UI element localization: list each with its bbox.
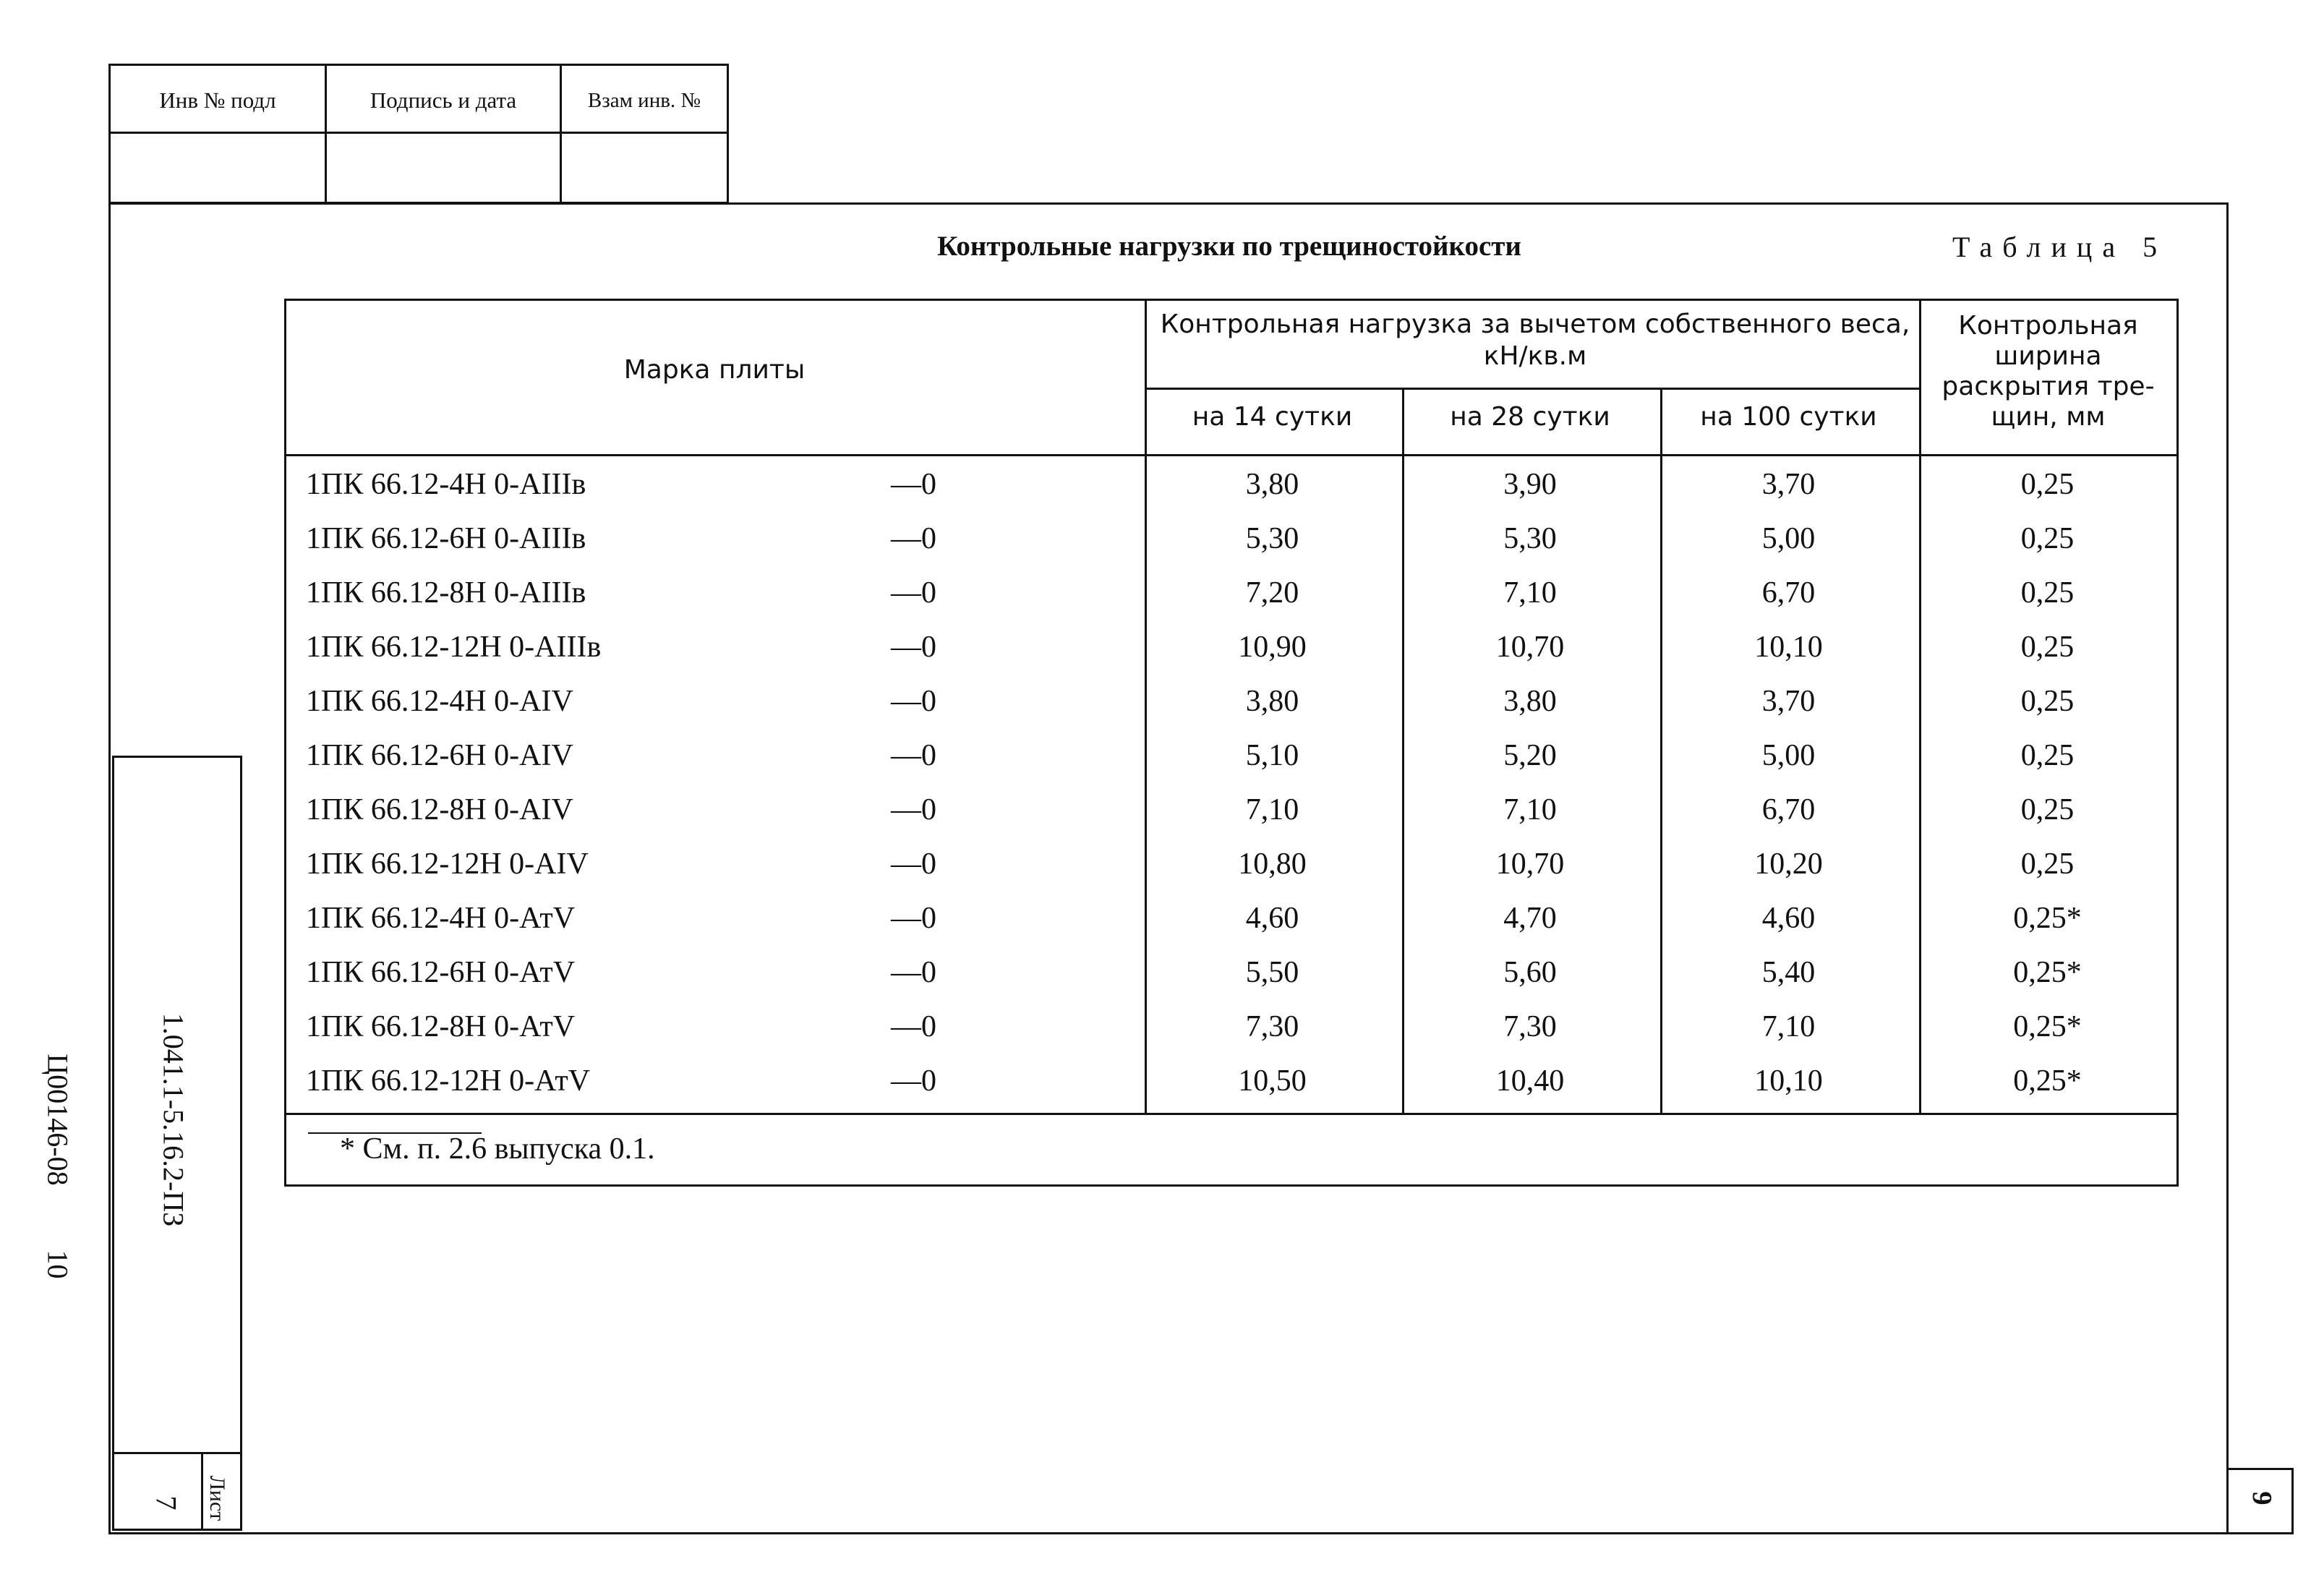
cell-100: 5,40 (1761, 956, 1816, 989)
cell-28: 5,20 (1503, 739, 1557, 772)
row-mark: 1ПК 66.12-4Н 0-АтV (306, 902, 576, 935)
cell-14: 10,90 (1238, 631, 1307, 664)
cell-100: 4,60 (1761, 902, 1816, 935)
cell-14: 7,10 (1245, 793, 1299, 826)
row-mark: 1ПК 66.12-12Н 0-АIV (306, 847, 589, 881)
row-suffix: —0 (891, 739, 936, 772)
page-number: 9 (2247, 1491, 2277, 1505)
row-mark: 1ПК 66.12-4Н 0-АIIIв (306, 468, 586, 501)
stamp-podpis-data: Подпись и дата (369, 87, 517, 113)
list-number: 7 (150, 1495, 183, 1511)
stamp-inv-podl: Инв № подл (159, 87, 276, 113)
cell-28: 7,10 (1503, 793, 1557, 826)
row-mark: 1ПК 66.12-8Н 0-АIV (306, 793, 573, 826)
cell-14: 5,30 (1245, 522, 1299, 555)
archive-code: Ц00146-08 (41, 1054, 74, 1186)
cell-100: 10,10 (1754, 1064, 1823, 1098)
cell-14: 5,10 (1245, 739, 1299, 772)
cell-width: 0,25 (2020, 522, 2075, 555)
cell-28: 7,10 (1503, 576, 1557, 610)
row-suffix: —0 (891, 468, 936, 501)
cell-14: 7,20 (1245, 576, 1299, 610)
cell-28: 3,90 (1503, 468, 1557, 501)
cell-100: 5,00 (1761, 739, 1816, 772)
cell-28: 5,60 (1503, 956, 1557, 989)
cell-width: 0,25* (2013, 956, 2082, 989)
table-number: Таблица 5 (1952, 231, 2168, 263)
cell-14: 3,80 (1245, 468, 1299, 501)
cell-28: 7,30 (1503, 1010, 1557, 1043)
cell-14: 5,50 (1245, 956, 1299, 989)
row-suffix: —0 (891, 1010, 936, 1043)
cell-14: 7,30 (1245, 1010, 1299, 1043)
cell-width: 0,25 (2020, 685, 2075, 718)
row-mark: 1ПК 66.12-8Н 0-АтV (306, 1010, 576, 1043)
page-title: Контрольные нагрузки по трещиностойкости (937, 231, 1521, 262)
cell-28: 10,40 (1495, 1064, 1565, 1098)
header-28-days: на 28 сутки (1450, 402, 1610, 432)
cell-14: 10,80 (1238, 847, 1307, 881)
header-100-days: на 100 сутки (1700, 402, 1877, 432)
cell-width: 0,25 (2020, 631, 2075, 664)
cell-100: 3,70 (1761, 468, 1816, 501)
doc-code: 1.041.1-5.16.2-ПЗ (157, 1012, 190, 1227)
cell-28: 4,70 (1503, 902, 1557, 935)
cell-width: 0,25 (2020, 468, 2075, 501)
header-marka: Марка плиты (623, 355, 806, 385)
stamp-vzam-inv: Взам инв. № (587, 88, 701, 112)
approval-stamp (108, 64, 729, 204)
cell-width: 0,25 (2020, 576, 2075, 610)
cell-14: 4,60 (1245, 902, 1299, 935)
header-crack-width: Контрольная ширина раскрытия тре-щин, мм (1941, 311, 2155, 432)
cell-100: 6,70 (1761, 793, 1816, 826)
row-suffix: —0 (891, 631, 936, 664)
row-mark: 1ПК 66.12-12Н 0-АтV (306, 1064, 591, 1098)
row-mark: 1ПК 66.12-4Н 0-АIV (306, 685, 573, 718)
row-mark: 1ПК 66.12-6Н 0-АIV (306, 739, 573, 772)
archive-number: 10 (41, 1250, 74, 1279)
list-label: Лист (205, 1475, 229, 1521)
row-suffix: —0 (891, 793, 936, 826)
row-suffix: —0 (891, 1064, 936, 1098)
cell-28: 5,30 (1503, 522, 1557, 555)
cell-100: 3,70 (1761, 685, 1816, 718)
row-mark: 1ПК 66.12-6Н 0-АIIIв (306, 522, 586, 555)
cell-14: 10,50 (1238, 1064, 1307, 1098)
row-suffix: —0 (891, 576, 936, 610)
cell-100: 10,10 (1754, 631, 1823, 664)
cell-28: 10,70 (1495, 631, 1565, 664)
row-mark: 1ПК 66.12-8Н 0-АIIIв (306, 576, 586, 610)
table-footnote: * См. п. 2.6 выпуска 0.1. (340, 1132, 655, 1166)
cell-width: 0,25 (2020, 739, 2075, 772)
row-suffix: —0 (891, 902, 936, 935)
cell-100: 6,70 (1761, 576, 1816, 610)
row-suffix: —0 (891, 956, 936, 989)
row-suffix: —0 (891, 847, 936, 881)
cell-width: 0,25* (2013, 1010, 2082, 1043)
cell-28: 3,80 (1503, 685, 1557, 718)
row-suffix: —0 (891, 685, 936, 718)
cell-100: 7,10 (1761, 1010, 1816, 1043)
cell-width: 0,25 (2020, 793, 2075, 826)
row-mark: 1ПК 66.12-6Н 0-АтV (306, 956, 576, 989)
cell-28: 10,70 (1495, 847, 1565, 881)
cell-100: 5,00 (1761, 522, 1816, 555)
row-mark: 1ПК 66.12-12Н 0-АIIIв (306, 631, 602, 664)
header-14-days: на 14 сутки (1192, 402, 1353, 432)
header-load-group: Контрольная нагрузка за вычетом собственного веса, кН/кв.м (1160, 309, 1910, 371)
row-suffix: —0 (891, 522, 936, 555)
cell-100: 10,20 (1754, 847, 1823, 881)
cell-width: 0,25* (2013, 1064, 2082, 1098)
cell-14: 3,80 (1245, 685, 1299, 718)
cell-width: 0,25* (2013, 902, 2082, 935)
cell-width: 0,25 (2020, 847, 2075, 881)
